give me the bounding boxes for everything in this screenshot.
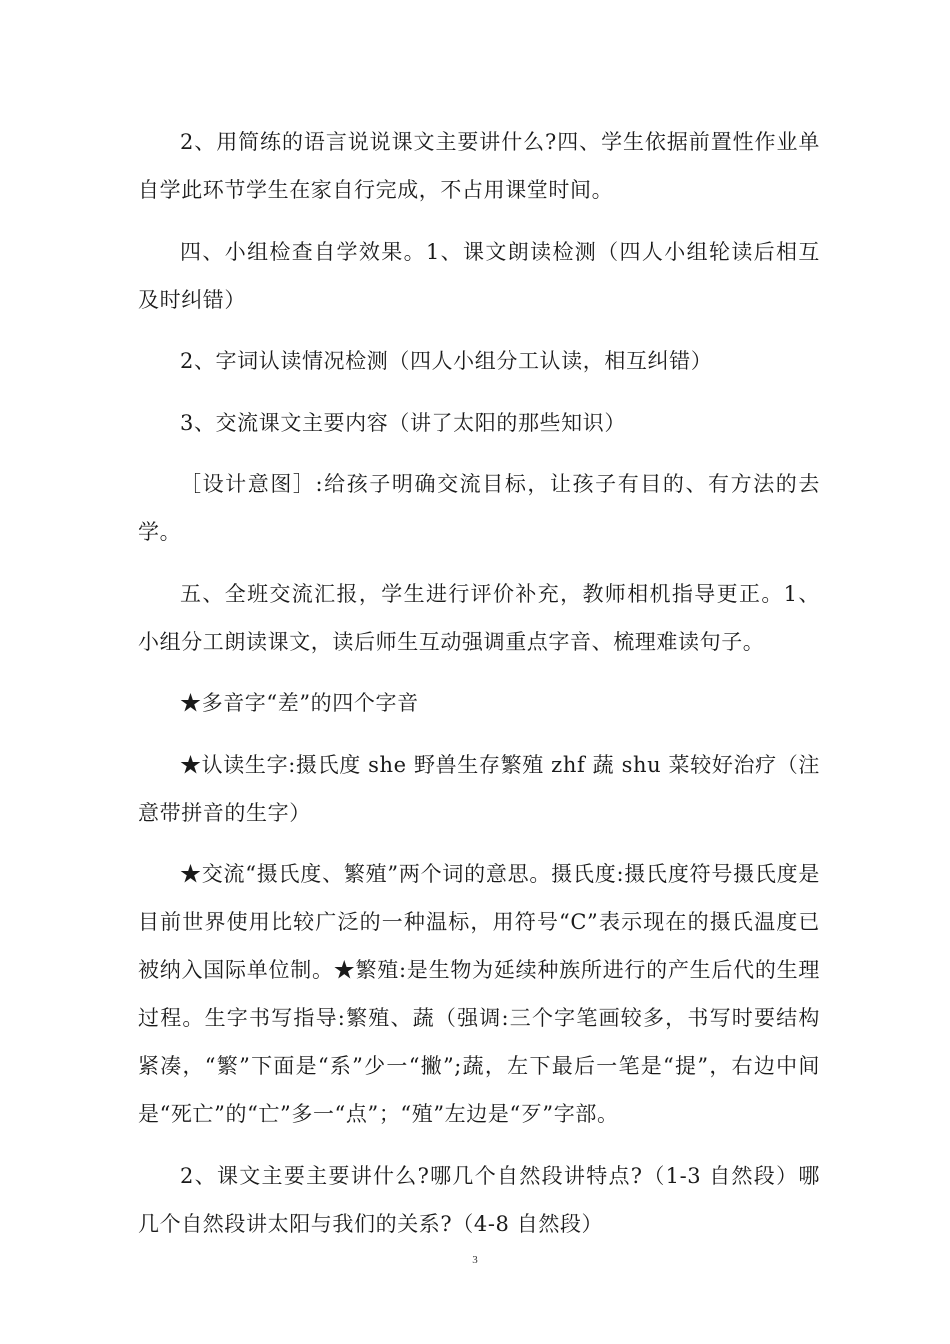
paragraph-9: ★交流“摄氏度、繁殖”两个词的意思。摄氏度:摄氏度符号摄氏度是目前世界使用比较广泛的一种温标，用符号“C”表示现在的摄氏温度已被纳入国际单位制。★繁殖:是生物为延续种族所进行的产生后代的生理过程。生字书写指导:繁殖、蔬（强调:三个字笔画较多，书写时要结构紧凑，“繁”下面是“系”少一“撇”;蔬，左下最后一笔是“提”，右边中间是“死亡”的“亡”多一“点”；“殖”左边是“歹”字部。 bbox=[138, 862, 820, 1126]
page-number: 3 bbox=[472, 1254, 478, 1266]
paragraph-4: 3、交流课文主要内容（讲了太阳的那些知识） bbox=[180, 410, 626, 435]
paragraph-1: 2、用简练的语言说说课文主要讲什么?四、学生依据前置性作业单自学此环节学生在家自行完成，不占用课堂时间。 bbox=[138, 130, 820, 202]
paragraph-2: 四、小组检查自学效果。1、课文朗读检测（四人小组轮读后相互及时纠错） bbox=[138, 239, 820, 312]
paragraph-7: ★多音字“差”的四个字音 bbox=[180, 691, 419, 715]
paragraph-10: 2、课文主要主要讲什么?哪几个自然段讲特点?（1-3 自然段）哪几个自然段讲太阳与我们的关系?（4-8 自然段） bbox=[138, 1163, 820, 1236]
paragraph-5: ［设计意图］:给孩子明确交流目标，让孩子有目的、有方法的去学。 bbox=[138, 472, 820, 544]
paragraph-6: 五、全班交流汇报，学生进行评价补充，教师相机指导更正。1、小组分工朗读课文，读后师生互动强调重点字音、梳理难读句子。 bbox=[138, 581, 820, 654]
document-body bbox=[138, 118, 820, 1261]
paragraph-8: ★认读生字:摄氏度 she 野兽生存繁殖 zhf 蔬 shu 菜较好治疗（注意带拼音的生字） bbox=[138, 752, 820, 825]
paragraph-3: 2、字词认读情况检测（四人小组分工认读，相互纠错） bbox=[180, 349, 713, 373]
